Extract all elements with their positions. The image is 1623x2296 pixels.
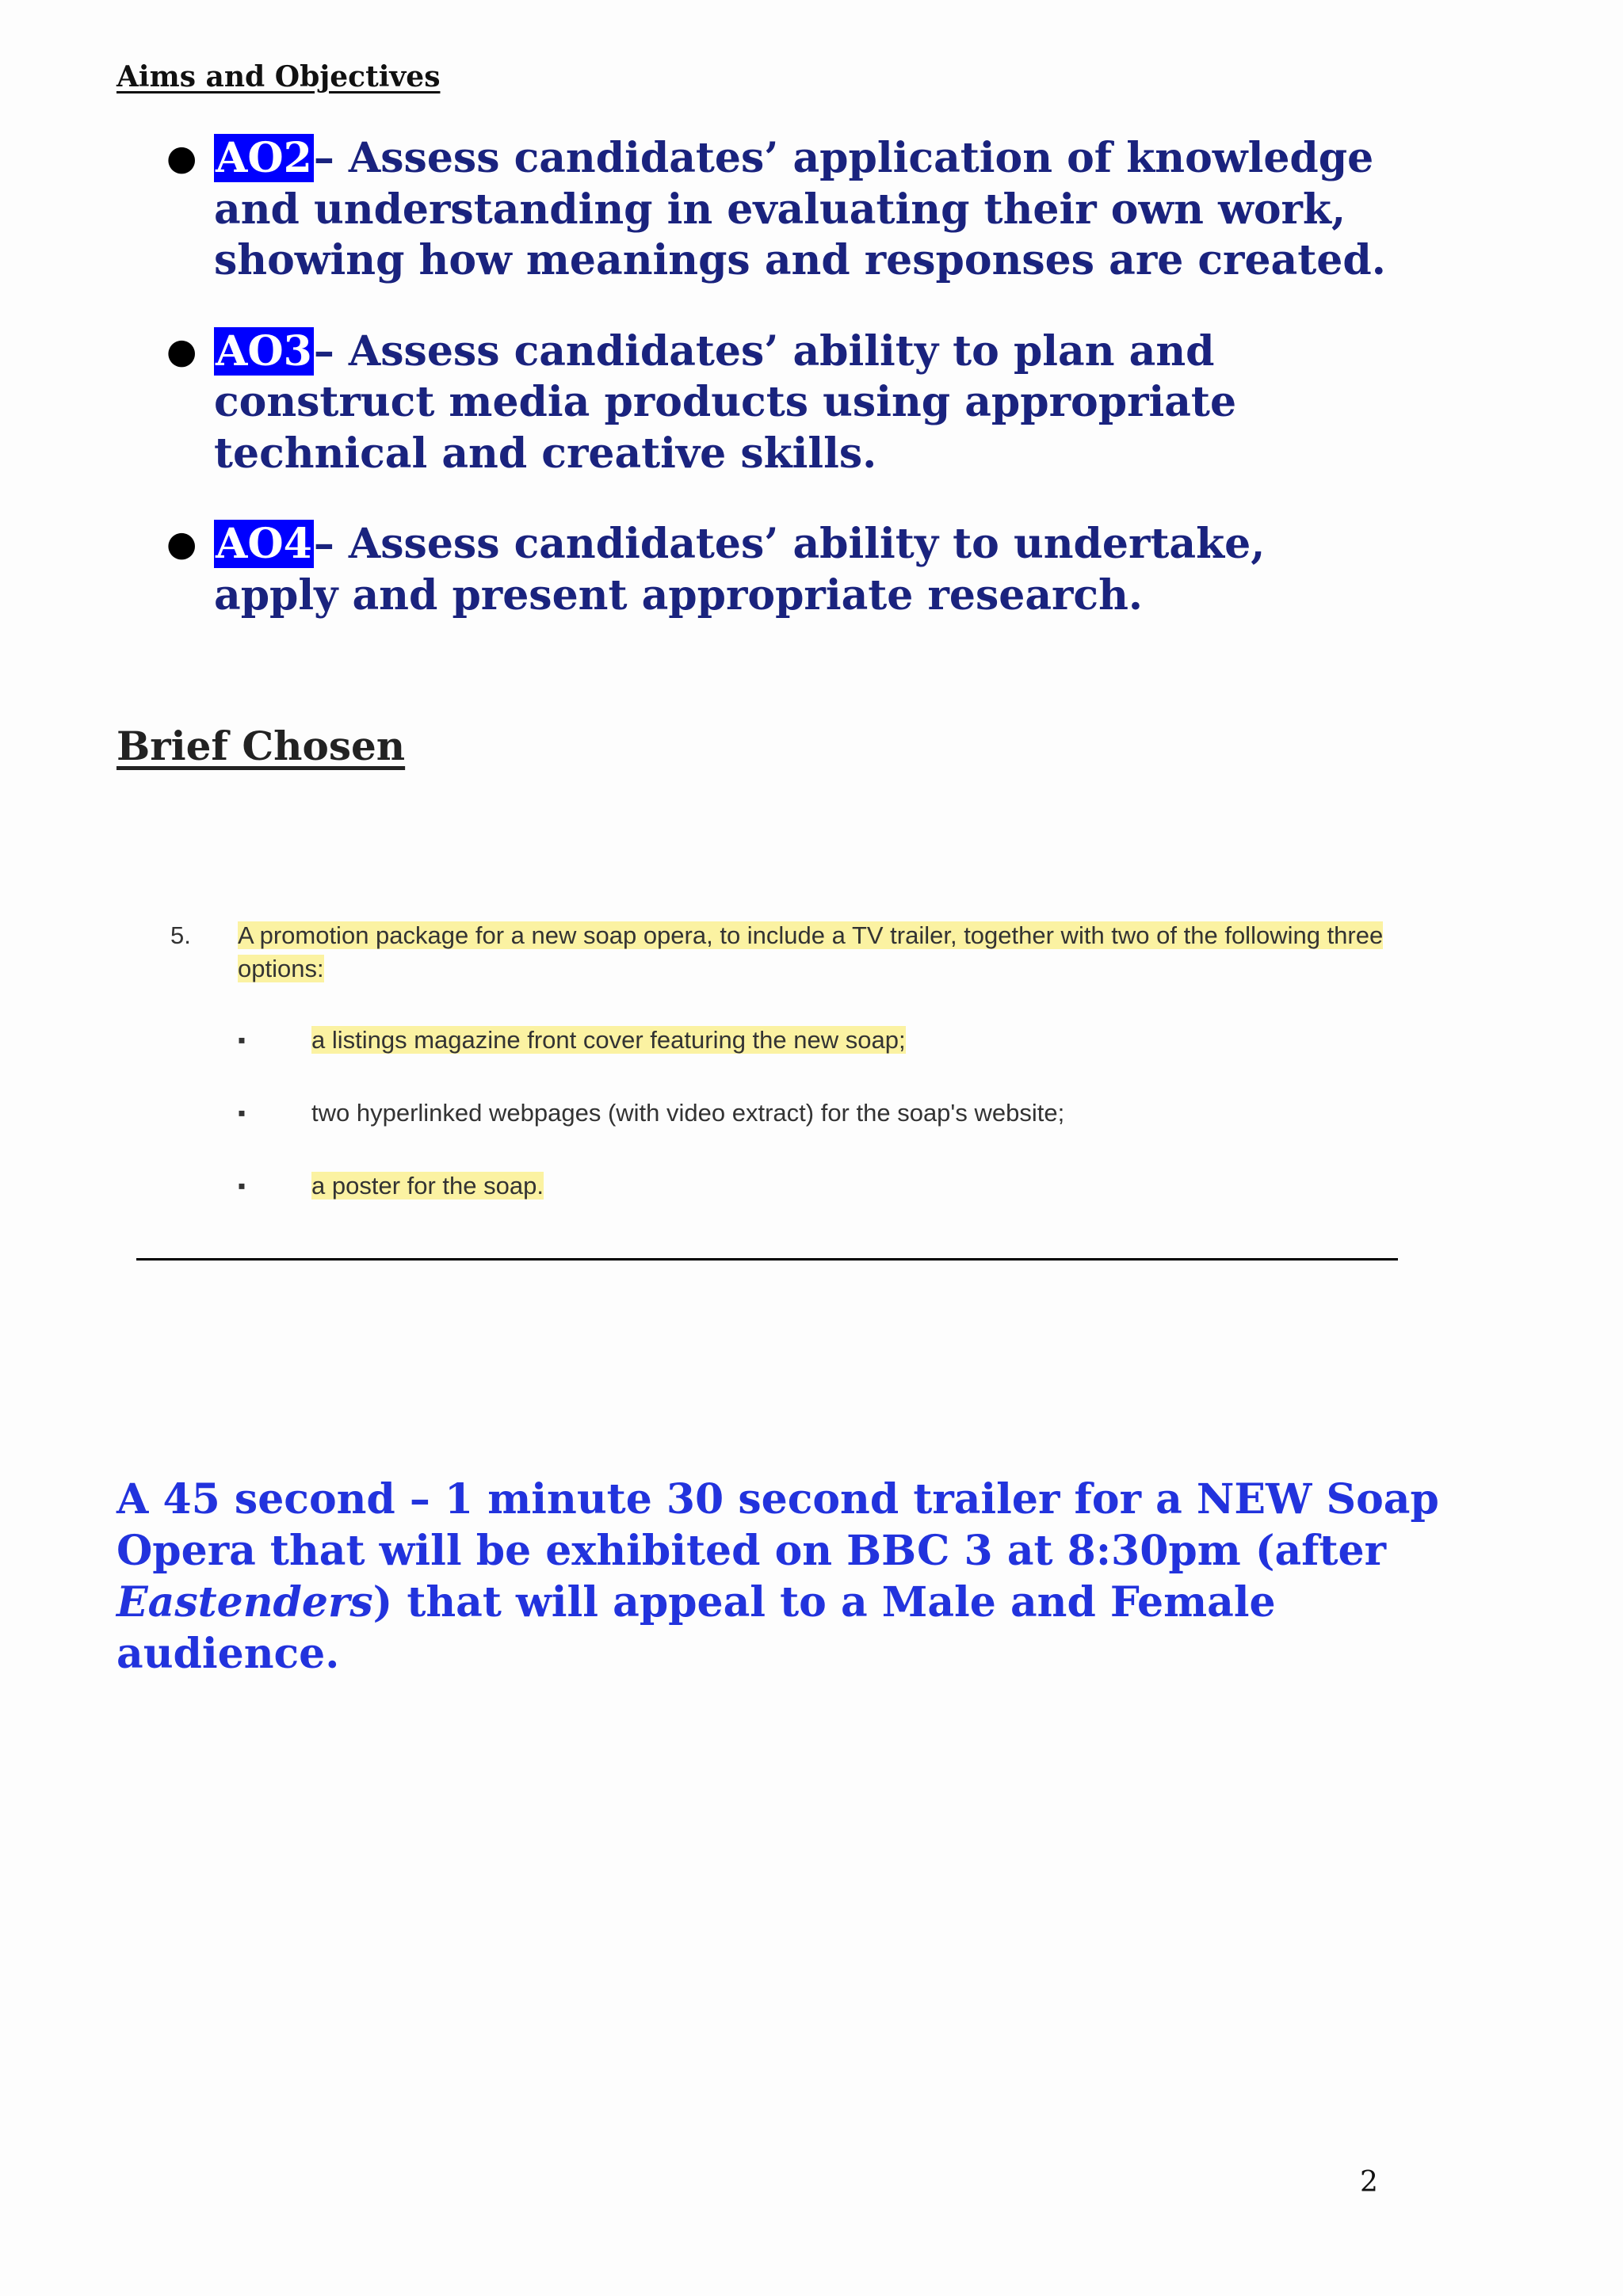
bullet-icon: ● — [166, 138, 197, 178]
trailer-summary — [116, 1474, 1511, 1680]
aim-code-highlight: AO2 — [216, 134, 312, 182]
aim-item-ao4 — [166, 519, 1403, 621]
brief-option — [166, 1097, 1403, 1130]
brief-option-text: two hyperlinked webpages (with video extract) for the soap's website; — [311, 1099, 1065, 1127]
brief-option-text: a listings magazine front cover featuring the new soap; — [311, 1026, 906, 1054]
brief-main-item — [166, 919, 1403, 986]
brief-option — [166, 1169, 1403, 1203]
summary-show-title: Eastenders — [116, 1578, 373, 1627]
bullet-icon: ● — [166, 330, 197, 372]
aim-code-highlight: AO3 — [216, 326, 312, 376]
brief-option — [166, 1024, 1403, 1057]
aim-item-ao3 — [166, 326, 1403, 480]
bullet-icon: ▪ — [238, 1173, 246, 1198]
summary-part-1: A 45 second – 1 minute 30 second trailer for a NEW Soap Opera that will be exhibited on BBC 3 at 8:30pm (after — [116, 1475, 1439, 1575]
brief-options-list — [166, 1024, 1403, 1203]
brief-heading: Brief Chosen — [116, 723, 406, 769]
bullet-icon: ▪ — [238, 1100, 246, 1125]
page-number: 2 — [1360, 2166, 1378, 2199]
aim-description: – Assess candidates’ application of knowledge and understanding in evaluating their own work, showing how meanings and responses are created. — [214, 134, 1386, 284]
aim-code-highlight: AO4 — [216, 520, 312, 568]
aim-description: – Assess candidates’ ability to plan and construct media products using appropriate technical and creative skills. — [214, 326, 1237, 478]
brief-main-text: A promotion package for a new soap opera, to include a TV trailer, together with two of the following three options: — [238, 921, 1384, 982]
bullet-icon: ● — [166, 524, 197, 564]
aim-description: – Assess candidates’ ability to undertake, apply and present appropriate research. — [214, 520, 1266, 620]
brief-option-text: a poster for the soap. — [311, 1172, 544, 1199]
horizontal-divider — [136, 1258, 1398, 1261]
brief-number: 5. — [170, 921, 191, 949]
aims-list — [166, 133, 1403, 661]
bullet-icon: ▪ — [238, 1028, 246, 1052]
page-title: Aims and Objectives — [116, 60, 441, 93]
brief-extract-image — [166, 919, 1403, 1242]
aim-item-ao2 — [166, 133, 1403, 287]
summary-part-2: ) that will appeal to a Male and Female audience. — [116, 1578, 1276, 1678]
